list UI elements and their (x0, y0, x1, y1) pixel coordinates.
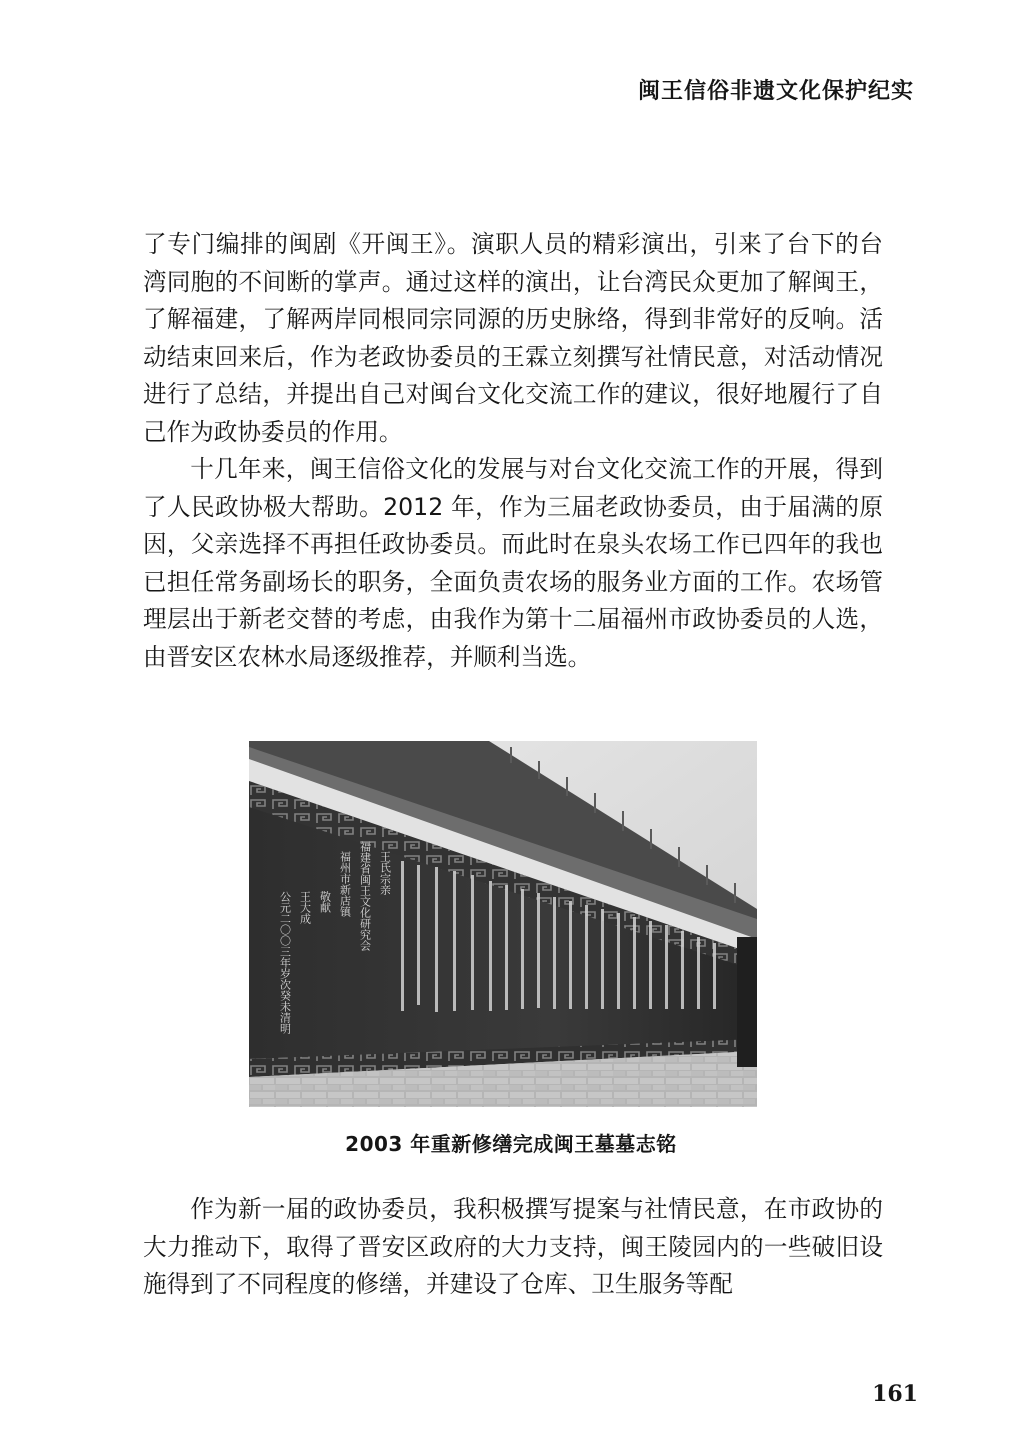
running-header-title: 闽王信俗非遗文化保护纪实 (637, 79, 914, 104)
epitaph-wall-photo (249, 741, 757, 1107)
figure-caption: 2003 年重新修缮完成闽王墓墓志铭 (345, 1132, 677, 1156)
paragraph-1: 了专门编排的闽剧《开闽王》。演职人员的精彩演出，引来了台下的台湾同胞的不间断的掌声。通过这样的演出，让台湾民众更加了解闽王，了解福建，了解两岸同根同宗同源的历史脉络，得到非常好的反响。活动结束回来后，作为老政协委员的王霖立刻撰写社情民意，对活动情况进行了总结，并提出自己对闽台文化交流工作的建议，很好地履行了自己作为政协委员的作用。 (143, 230, 883, 446)
page-number: 161 (872, 1381, 918, 1407)
text-block-upper (143, 226, 883, 676)
paragraph-3: 作为新一届的政协委员，我积极撰写提案与社情民意，在市政协的大力推动下，取得了晋安区政府的大力支持，闽王陵园内的一些破旧设施得到了不同程度的修缮，并建设了仓库、卫生服务等配 (143, 1195, 883, 1298)
text-block-lower (143, 1191, 883, 1304)
inscription-date: 公元二〇〇三年岁次癸未清明 (278, 891, 292, 1034)
inscription-author: 王大成 (298, 891, 312, 924)
paragraph-2: 十几年来，闽王信俗文化的发展与对台文化交流工作的开展，得到了人民政协极大帮助。2012 年，作为三届老政协委员，由于届满的原因，父亲选择不再担任政协委员。而此时在泉头农场工作已四年的我也已担任常务副场长的职务，全面负责农场的服务业方面的工作。农场管理层出于新老交替的考虑，由我作为第十二届福州市政协委员的人选，由晋安区农林水局逐级推荐，并顺利当选。 (143, 455, 883, 671)
inscription-clan: 王氏宗亲 (378, 851, 392, 895)
inscription-town: 福州市新店镇 (338, 851, 352, 917)
inscription-society: 福建省闽王文化研究会 (358, 841, 372, 951)
inscription-offered: 敬献 (318, 891, 332, 913)
